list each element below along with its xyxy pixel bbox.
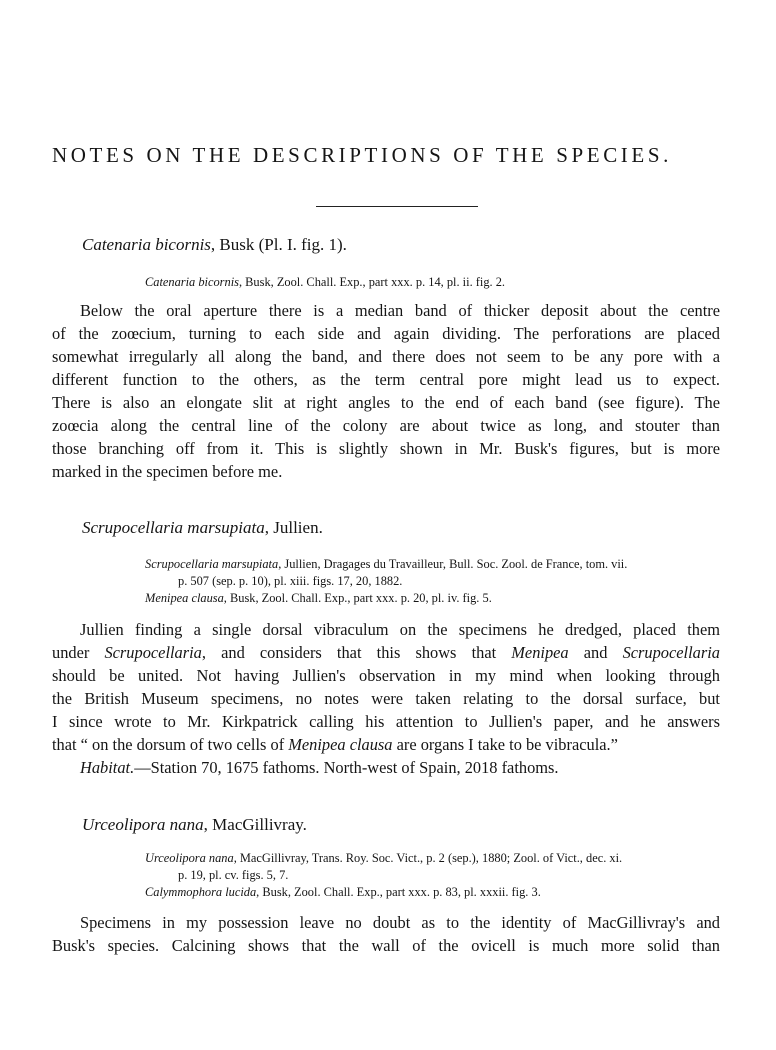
- paragraph-line: the British Museum specimens, no notes were taken relating to the dorsal surface, but: [52, 689, 720, 708]
- reference-text: p. 507 (sep. p. 10), pl. xiii. figs. 17, 20, 1882.: [178, 574, 403, 588]
- reference-line: [145, 275, 505, 290]
- paragraph-line: There is also an elongate slit at right angles to the end of each band (see figure). The: [52, 393, 720, 412]
- genus-name: Scrupocellaria: [622, 643, 720, 662]
- reference-species: Menipea clausa: [145, 591, 224, 605]
- species-authority: , Jullien.: [264, 518, 323, 537]
- page-title: NOTES ON THE DESCRIPTIONS OF THE SPECIES.: [52, 143, 672, 167]
- paragraph-line: marked in the specimen before me.: [52, 462, 283, 481]
- paragraph-line: should be united. Not having Jullien's observation in my mind when looking through: [52, 666, 720, 685]
- habitat-line: [80, 758, 559, 778]
- reference-line: [178, 574, 402, 589]
- species-name: Scrupocellaria marsupiata: [82, 518, 265, 537]
- reference-text: p. 19, pl. cv. figs. 5, 7.: [178, 868, 289, 882]
- reference-line: [145, 851, 622, 866]
- paragraph-line: Below the oral aperture there is a median band of thicker deposit about the centre: [80, 301, 720, 320]
- paragraph-line: somewhat irregularly all along the band, and there does not seem to be any pore with a: [52, 347, 720, 366]
- text-run: , and considers that this shows that: [201, 643, 512, 662]
- reference-species: Scrupocellaria marsupiata: [145, 557, 279, 571]
- habitat-text: —Station 70, 1675 fathoms. North-west of Spain, 2018 fathoms.: [134, 758, 559, 777]
- species-authority: , Busk (Pl. I. fig. 1).: [210, 235, 347, 254]
- species-authority: , MacGillivray.: [203, 815, 307, 834]
- reference-line: [145, 591, 492, 606]
- paragraph-line: [52, 735, 618, 755]
- section-heading-catenaria: [82, 235, 347, 255]
- title-divider: [316, 206, 478, 207]
- paragraph-line: [52, 643, 720, 663]
- species-name: Urceolipora nana: [82, 815, 204, 834]
- reference-line: [145, 557, 627, 572]
- section-heading-scrupocellaria: [82, 518, 323, 538]
- reference-text: , MacGillivray, Trans. Roy. Soc. Vict., p. 2 (sep.), 1880; Zool. of Vict., dec. xi.: [233, 851, 623, 865]
- text-run: are organs I take to be vibracula.”: [392, 735, 618, 754]
- text-run: under: [52, 643, 105, 662]
- text-run: and: [568, 643, 623, 662]
- species-name: Catenaria bicornis: [82, 235, 211, 254]
- genus-name: Menipea: [511, 643, 569, 662]
- paragraph-line: I since wrote to Mr. Kirkpatrick calling his attention to Jullien's paper, and he answers: [52, 712, 720, 731]
- paragraph-line: Specimens in my possession leave no doubt as to the identity of MacGillivray's and: [80, 913, 720, 932]
- reference-line: [145, 885, 541, 900]
- genus-name: Scrupocellaria: [104, 643, 202, 662]
- paragraph-line: of the zoœcium, turning to each side and again dividing. The perforations are placed: [52, 324, 720, 343]
- reference-text: , Busk, Zool. Chall. Exp., part xxx. p. 14, pl. ii. fig. 2.: [238, 275, 506, 289]
- paragraph-line: those branching off from it. This is slightly shown in Mr. Busk's figures, but is more: [52, 439, 720, 458]
- section-heading-urceolipora: [82, 815, 307, 835]
- reference-line: [178, 868, 288, 883]
- reference-text: , Busk, Zool. Chall. Exp., part xxx. p. 83, pl. xxxii. fig. 3.: [256, 885, 541, 899]
- text-run: that “ on the dorsum of two cells of: [52, 735, 289, 754]
- reference-species: Catenaria bicornis: [145, 275, 239, 289]
- reference-species: Urceolipora nana: [145, 851, 234, 865]
- paragraph-line: zoœcia along the central line of the colony are about twice as long, and stouter than: [52, 416, 720, 435]
- paragraph-line: Jullien finding a single dorsal vibraculum on the specimens he dredged, placed them: [80, 620, 720, 639]
- paragraph-line: Busk's species. Calcining shows that the wall of the ovicell is much more solid than: [52, 936, 720, 955]
- reference-text: , Busk, Zool. Chall. Exp., part xxx. p. 20, pl. iv. fig. 5.: [223, 591, 492, 605]
- paragraph-line: different function to the others, as the term central pore might lead us to expect.: [52, 370, 720, 389]
- reference-species: Calymmophora lucida: [145, 885, 257, 899]
- habitat-label: Habitat.: [80, 758, 135, 777]
- species-name: Menipea clausa: [288, 735, 393, 754]
- reference-text: , Jullien, Dragages du Travailleur, Bull. Soc. Zool. de France, tom. vii.: [278, 557, 628, 571]
